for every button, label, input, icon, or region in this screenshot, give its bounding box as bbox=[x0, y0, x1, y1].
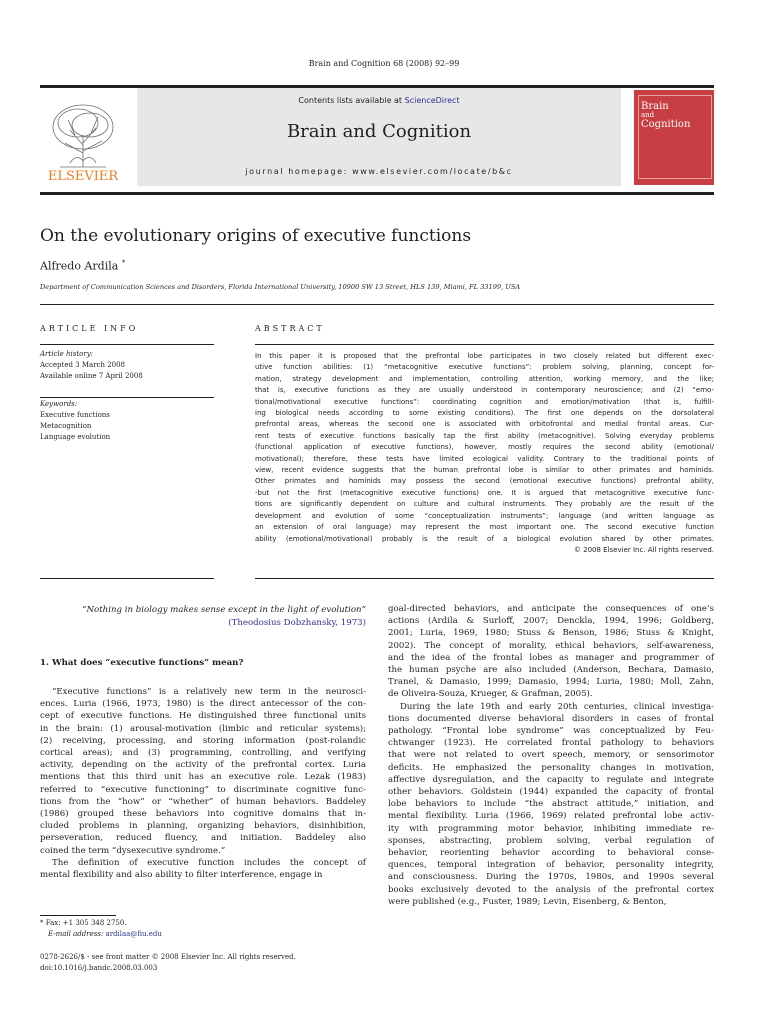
contents-line bbox=[137, 96, 621, 105]
abstract-line: tional/motivational executive functions”: coordinating cognition and emotion/motivation (that is, fulfill- bbox=[255, 397, 714, 406]
text-line: were published (e.g., Fuster, 1989; Levin, Eisenberg, & Benton, bbox=[388, 896, 667, 907]
text-line: that were not related to overt speech, memory, or sensorimotor bbox=[388, 750, 714, 761]
divider bbox=[255, 578, 714, 579]
body-left-column bbox=[40, 686, 366, 881]
body-right-column bbox=[388, 603, 714, 908]
cover-title bbox=[641, 102, 691, 129]
abstract-line: Other primates and hominids may possess the second (emotional executive functions) prefrontal ability, bbox=[255, 477, 714, 486]
text-line: pathology. “Frontal lobe syndrome” was conceptualized by Feu- bbox=[388, 726, 714, 737]
available-date: Available online 7 April 2008 bbox=[40, 372, 143, 380]
email-line bbox=[40, 929, 162, 940]
cover-title-line: and bbox=[641, 111, 655, 119]
article-meta bbox=[40, 952, 296, 974]
elsevier-tree-logo bbox=[40, 95, 126, 185]
elsevier-wordmark: ELSEVIER bbox=[47, 169, 119, 184]
running-head: Brain and Cognition 68 (2008) 92–99 bbox=[308, 59, 460, 68]
doi-line[interactable]: doi:10.1016/j.bandc.2008.03.003 bbox=[40, 964, 158, 972]
text-line: cept of executive functions. He distinguished three functional units bbox=[40, 711, 366, 722]
text-line: referred to “executive functioning” to discriminate cognitive func- bbox=[40, 784, 366, 795]
text-line: mental flexibility. Luria (1966, 1969) related prefrontal lobe activ- bbox=[388, 811, 714, 822]
divider bbox=[40, 397, 214, 398]
article-history bbox=[40, 349, 143, 382]
text-line: During the late 19th and early 20th centuries, clinical investiga- bbox=[400, 701, 714, 712]
keyword: Metacognition bbox=[40, 422, 92, 430]
text-line: quences, temporal integration of behavior, personality integrity, bbox=[388, 860, 714, 871]
divider bbox=[40, 344, 214, 345]
text-line: deficits. He emphasized the personality changes in motivation, bbox=[388, 762, 714, 773]
text-line: actions (Ardila & Surloff, 2007; Denckla, 1994, 1996; Goldberg, bbox=[388, 616, 714, 627]
abstract-line: ing biological needs according to some existing conditions). The first one depends on the dorsolateral bbox=[255, 409, 714, 418]
text-line: The definition of executive function includes the concept of bbox=[52, 857, 366, 868]
text-line: the human psyche are also included (Anderson, Bechara, Damasio, bbox=[388, 665, 714, 676]
author-footnote bbox=[40, 918, 162, 940]
text-line: lobe behaviors to include “the abstract attitude,” initiation, and bbox=[388, 799, 714, 810]
divider bbox=[40, 578, 214, 579]
text-line: Tranel, & Damasio, 1999; Damasio, 1994; Luria, 1980; Moll, Zahn, bbox=[388, 677, 714, 688]
divider bbox=[40, 304, 714, 305]
fax-line: * Fax: +1 305 348 2750. bbox=[40, 919, 127, 927]
email-label: E-mail address: bbox=[48, 930, 104, 938]
sciencedirect-link[interactable]: ScienceDirect bbox=[404, 96, 460, 105]
text-line: (1986) grouped these behaviors into cognitive domains that in- bbox=[40, 809, 366, 820]
copyright: © 2008 Elsevier Inc. All rights reserved. bbox=[573, 545, 714, 554]
author-name: Alfredo Ardila bbox=[40, 259, 119, 273]
history-label: Article history: bbox=[40, 350, 94, 358]
text-line: tions documented diverse behavioral disorders in cases of frontal bbox=[388, 713, 714, 724]
journal-homepage[interactable]: journal homepage: www.elsevier.com/locate/b&c bbox=[245, 167, 513, 176]
text-line: and the idea of the frontal lobes as manager and programmer of bbox=[388, 652, 714, 663]
keyword: Language evolution bbox=[40, 433, 111, 441]
abstract-line: an extension of oral language) may represent the most important one. The second executive function bbox=[255, 523, 714, 532]
text-line: tions from the “how” or “whether” of human behaviors. Baddeley bbox=[40, 796, 366, 807]
abstract-heading: ABSTRACT bbox=[255, 324, 325, 333]
keywords bbox=[40, 399, 110, 443]
author-line bbox=[40, 259, 125, 273]
email-link[interactable]: ardilaa@fiu.edu bbox=[105, 930, 162, 938]
keyword: Executive functions bbox=[40, 411, 110, 419]
abstract-line: (functional application of executive functions), however, mostly requires the second ability (emotional/ bbox=[255, 443, 714, 452]
abstract-line: tions are significantly dependent on culture and cultural instruments. They probably are the result of the bbox=[255, 500, 714, 509]
text-line: behavior, reorienting behavior according to behavioral conse- bbox=[388, 848, 714, 859]
text-line: mental flexibility and also ability to filter interference, engage in bbox=[40, 870, 323, 881]
abstract-line: rent tests of executive functions basically tap the first ability (metacognitive). Solving everyday problems bbox=[255, 431, 714, 440]
text-line: de Oliveira-Souza, Krueger, & Grafman, 2005). bbox=[388, 689, 593, 700]
epigraph-source[interactable]: (Theodosius Dobzhansky, 1973) bbox=[228, 618, 366, 628]
journal-name: Brain and Cognition bbox=[286, 121, 472, 142]
text-line: chtwanger (1923). He correlated frontal pathology to behaviors bbox=[388, 738, 714, 749]
abstract-line: utive function abilities: (1) “metacognitive executive functions”: problem solving, planning, concept for- bbox=[255, 363, 714, 372]
text-line: 2002). The concept of morality, ethical behaviors, self-awareness, bbox=[388, 640, 714, 651]
text-line: books exclusively devoted to the analysis of the prefrontal cortex bbox=[388, 884, 714, 895]
contents-prefix: Contents lists available at bbox=[298, 96, 405, 105]
epigraph bbox=[40, 604, 366, 630]
cover-title-line: Brain bbox=[641, 101, 669, 112]
abstract-body bbox=[255, 351, 714, 556]
divider bbox=[255, 344, 714, 345]
text-line: in the brain: (1) arousal-motivation (limbic and reticular systems); bbox=[40, 723, 366, 734]
abstract-line: prefrontal areas, whereas the second one is associated with orbitofrontal and medial frontal areas. Cur- bbox=[255, 420, 714, 429]
abstract-line: mation, strategy development and implementation, controlling attention, working memory, and the like; bbox=[255, 374, 714, 383]
paper-title: On the evolutionary origins of executive functions bbox=[40, 226, 472, 246]
abstract-line: that is, executive functions as they are usually understood in contemporary neuroscience; and (2) “emo- bbox=[255, 386, 714, 395]
abstract-line: -but not the first (metacognitive executive functions) one. It is argued that metacognitive executive func- bbox=[255, 488, 714, 497]
text-line: activity, depending on the activity of the prefrontal cortex. Luria bbox=[40, 760, 366, 771]
text-line: mentions that this third unit has an executive role. Lezak (1983) bbox=[40, 772, 366, 783]
text-line: cluded problems in planning, organizing behaviors, disinhibition, bbox=[40, 821, 366, 832]
text-line: ences. Luria (1966, 1973, 1980) is the direct antecessor of the con- bbox=[40, 699, 366, 710]
author-footnote-mark[interactable]: * bbox=[121, 259, 126, 267]
cover-title-line: Cognition bbox=[641, 119, 691, 130]
text-line: “Executive functions” is a relatively new term in the neurosci- bbox=[52, 687, 366, 697]
abstract-line: development and evolution of some “conceptualization instruments”; language (and written language as bbox=[255, 511, 714, 520]
text-line: goal-directed behaviors, and anticipate the consequences of one’s bbox=[388, 604, 714, 614]
abstract-line: view, recent evidence suggests that the human prefrontal lobe is similar to other primates and hominids. bbox=[255, 466, 714, 475]
abstract-line: In this paper it is proposed that the prefrontal lobe participates in two closely related but different exec- bbox=[255, 352, 714, 360]
accepted-date: Accepted 3 March 2008 bbox=[40, 361, 126, 369]
abstract-line: ability (emotional/motivational) probably is the result of a biological evolution shared by other primates. bbox=[255, 534, 714, 543]
article-info-heading: ARTICLE INFO bbox=[40, 324, 139, 333]
issn-line: 0278-2626/$ - see front matter © 2008 Elsevier Inc. All rights reserved. bbox=[40, 953, 296, 961]
text-line: (2) receiving, processing, and storing information (post-rolandic bbox=[40, 735, 366, 746]
text-line: and consciousness. During the 1970s, 1980s, and 1990s several bbox=[388, 872, 714, 883]
text-line: coined the term “dysexecutive syndrome.” bbox=[40, 845, 226, 856]
text-line: 2001; Luria, 1969, 1980; Stuss & Benson, 1986; Stuss & Knight, bbox=[388, 628, 714, 639]
keywords-label: Keywords: bbox=[40, 400, 78, 408]
epigraph-quote: “Nothing in biology makes sense except in the light of evolution” bbox=[82, 605, 366, 615]
text-line: ity with programming motor behavior, inhibiting immediate re- bbox=[388, 823, 714, 834]
text-line: cortical areas); and (3) programming, controlling, and verifying bbox=[40, 748, 366, 759]
footnote-divider bbox=[40, 915, 116, 916]
abstract-line: motivational); therefore, these tests have limited ecological validity. Contrary to the traditional points of bbox=[255, 454, 714, 463]
affiliation: Department of Communication Sciences and Disorders, Florida International University, 10900 SW 13 Street, HLS 139, Miami, FL 33199, USA bbox=[40, 283, 521, 291]
text-line: sponses, abstracting, problem solving, verbal regulation of bbox=[388, 835, 714, 846]
text-line: other behaviors. Goldstein (1944) expanded the capacity of frontal bbox=[388, 787, 714, 798]
section-heading: 1. What does “executive functions” mean? bbox=[40, 658, 244, 668]
text-line: affective dysregulation, and the capacity to regulate and integrate bbox=[388, 774, 714, 785]
text-line: perseveration, reduced fluency, and initiation. Baddeley also bbox=[40, 833, 366, 844]
